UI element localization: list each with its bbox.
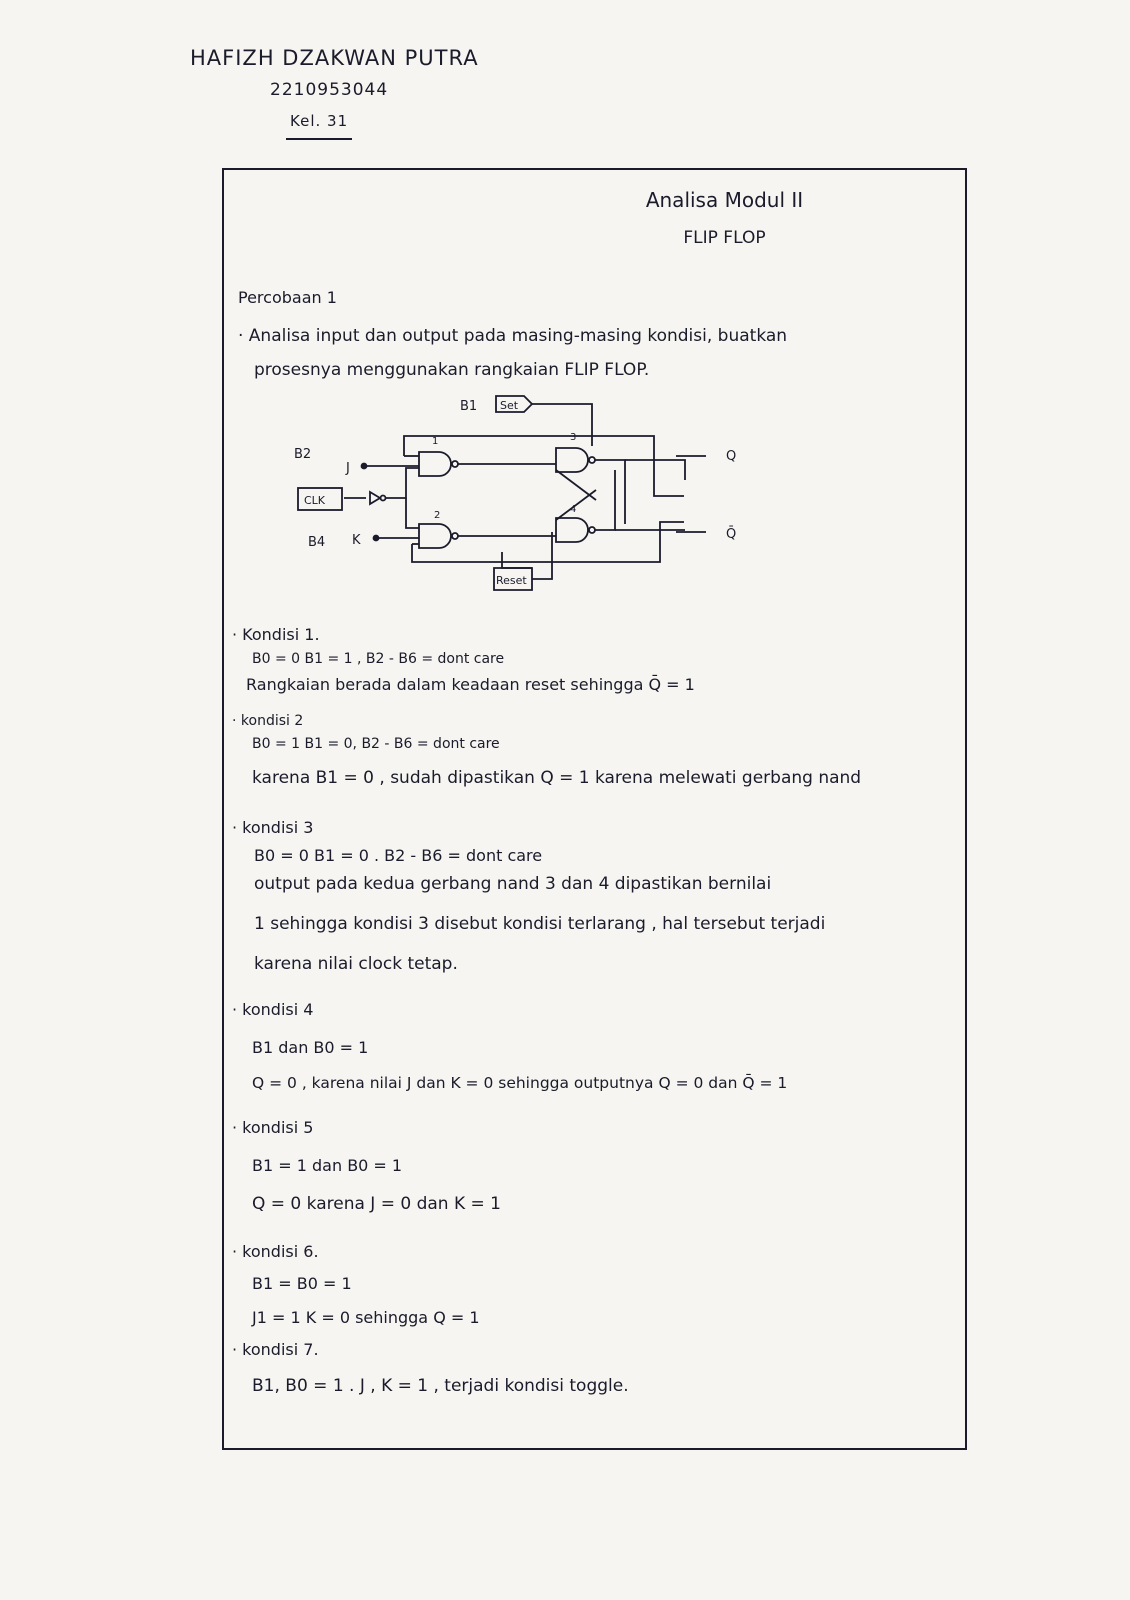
condition-7-line-1: B1, B0 = 1 . J , K = 1 , terjadi kondisi toggle. bbox=[252, 1376, 629, 1396]
condition-3-line-2: output pada kedua gerbang nand 3 dan 4 dipastikan bernilai bbox=[254, 874, 772, 894]
condition-3-heading: · kondisi 3 bbox=[232, 818, 314, 837]
condition-4-line-2: Q = 0 , karena nilai J dan K = 0 sehingga outputnya Q = 0 dan Q̄ = 1 bbox=[252, 1074, 788, 1092]
page-title: Analisa Modul II bbox=[645, 188, 804, 212]
label-j: J bbox=[346, 461, 350, 476]
condition-1-line-1: B0 = 0 B1 = 1 , B2 - B6 = dont care bbox=[252, 651, 505, 667]
condition-4-line-1: B1 dan B0 = 1 bbox=[252, 1038, 369, 1057]
condition-1-heading: · Kondisi 1. bbox=[232, 625, 320, 644]
condition-2-heading: · kondisi 2 bbox=[232, 713, 304, 729]
label-gate-2: 2 bbox=[434, 510, 441, 521]
condition-3-line-3: 1 sehingga kondisi 3 disebut kondisi terlarang , hal tersebut terjadi bbox=[254, 914, 826, 934]
nand-gate-2 bbox=[419, 524, 451, 548]
condition-3-line-1: B0 = 0 B1 = 0 . B2 - B6 = dont care bbox=[254, 846, 543, 865]
condition-6-line-2: J1 = 1 K = 0 sehingga Q = 1 bbox=[252, 1308, 480, 1327]
condition-5-line-1: B1 = 1 dan B0 = 1 bbox=[252, 1156, 403, 1175]
label-gate-1: 1 bbox=[432, 436, 439, 447]
nand-gate-4 bbox=[556, 518, 588, 542]
label-b4: B4 bbox=[308, 535, 326, 550]
label-gate-3: 3 bbox=[570, 432, 577, 443]
label-q: Q bbox=[726, 449, 737, 464]
condition-1-line-2: Rangkaian berada dalam keadaan reset sehingga Q̄ = 1 bbox=[246, 675, 695, 694]
label-b1: B1 bbox=[460, 399, 478, 414]
condition-3-line-4: karena nilai clock tetap. bbox=[254, 954, 458, 974]
condition-7-heading: · kondisi 7. bbox=[232, 1340, 319, 1359]
section-heading: Percobaan 1 bbox=[238, 288, 337, 307]
label-clk: CLK bbox=[304, 494, 326, 507]
condition-6-line-1: B1 = B0 = 1 bbox=[252, 1274, 352, 1293]
label-set: Set bbox=[500, 399, 519, 412]
label-k: K bbox=[352, 533, 361, 548]
condition-4-heading: · kondisi 4 bbox=[232, 1000, 314, 1019]
label-gate-4: 4 bbox=[570, 504, 577, 515]
page-subtitle: FLIP FLOP bbox=[683, 228, 766, 248]
flip-flop-circuit-diagram bbox=[284, 392, 764, 604]
condition-5-heading: · kondisi 5 bbox=[232, 1118, 314, 1137]
instruction-line-2: prosesnya menggunakan rangkaian FLIP FLOP. bbox=[254, 360, 650, 380]
condition-6-heading: · kondisi 6. bbox=[232, 1242, 319, 1261]
condition-5-line-2: Q = 0 karena J = 0 dan K = 1 bbox=[252, 1194, 501, 1214]
condition-2-line-2: karena B1 = 0 , sudah dipastikan Q = 1 karena melewati gerbang nand bbox=[252, 768, 862, 788]
label-qbar: Q̄ bbox=[726, 527, 737, 542]
label-b2: B2 bbox=[294, 447, 312, 462]
nand-gate-3 bbox=[556, 448, 588, 472]
condition-2-line-1: B0 = 1 B1 = 0, B2 - B6 = dont care bbox=[252, 736, 500, 752]
label-reset: Reset bbox=[496, 574, 527, 587]
analysis-frame bbox=[222, 168, 967, 1450]
student-nim: 2210953044 bbox=[270, 80, 389, 100]
student-name: HAFIZH DZAKWAN PUTRA bbox=[190, 46, 479, 70]
nand-gate-1 bbox=[419, 452, 451, 476]
group-number: Kel. 31 bbox=[290, 112, 349, 130]
instruction-line-1: · Analisa input dan output pada masing-masing kondisi, buatkan bbox=[238, 326, 788, 346]
